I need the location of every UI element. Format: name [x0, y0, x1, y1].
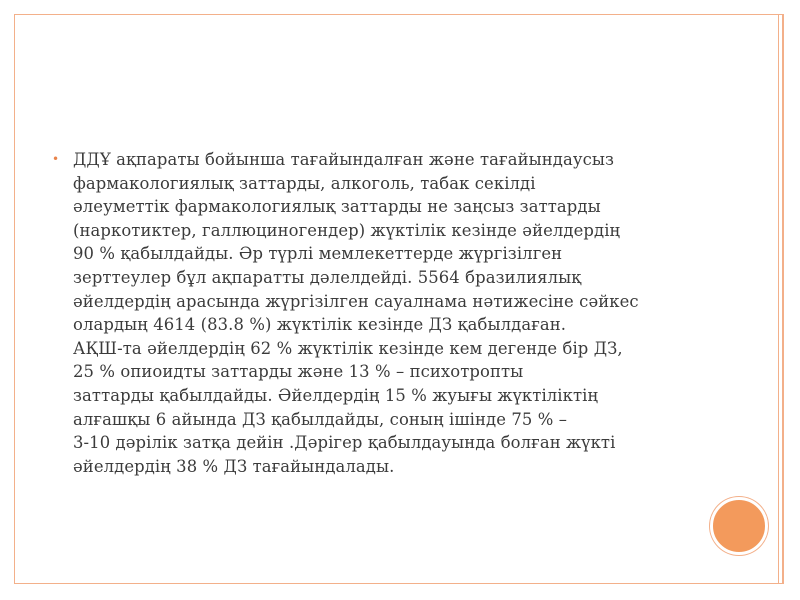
small-dot-icon: • — [52, 152, 60, 166]
text-line: әйелдердің 38 % ДЗ тағайындалады. — [73, 456, 395, 476]
text-line: алғашқы 6 айында ДЗ қабылдайды, соның ішінде 75 % – — [73, 409, 567, 429]
text-line: олардың 4614 (83.8 %) жүктілік кезінде ДЗ қабылдаған. — [73, 315, 567, 335]
bullet-paragraph — [73, 148, 639, 478]
text-line: заттарды қабылдайды. Әйелдердің 15 % жуығы жүктіліктің — [73, 385, 599, 405]
text-line: (наркотиктер, галлюциногендер) жүктілік кезінде әйелдердің — [73, 220, 621, 240]
text-line: фармакологиялық заттарды, алкоголь, табак секілді — [73, 173, 536, 193]
text-line: ДДҰ ақпараты бойынша тағайындалған және тағайындаусыз — [73, 150, 615, 169]
text-line: АҚШ-та әйелдердің 62 % жүктілік кезінде кем дегенде бір ДЗ, — [73, 338, 623, 358]
text-line: 25 % опиоидты заттарды және 13 % – психотропты — [73, 362, 524, 382]
text-line: әлеуметтік фармакологиялық заттарды не заңсыз заттарды — [73, 197, 601, 217]
decorative-vertical-line — [778, 15, 779, 583]
text-line: 3-10 дәрілік затқа дейін .Дәрігер қабылдауында болған жүкті — [73, 433, 616, 453]
text-line: зерттеулер бұл ақпаратты дәлелдейді. 5564 бразилиялық — [73, 267, 582, 287]
decorative-vertical-line — [782, 15, 783, 583]
decorative-circle — [710, 497, 768, 555]
bullet-item — [52, 148, 712, 478]
slide-content — [52, 148, 712, 478]
text-line: 90 % қабылдайды. Әр түрлі мемлекеттерде жүргізілген — [73, 244, 563, 264]
text-line: әйелдердің арасында жүргізілген сауалнама нәтижесіне сәйкес — [73, 291, 639, 311]
